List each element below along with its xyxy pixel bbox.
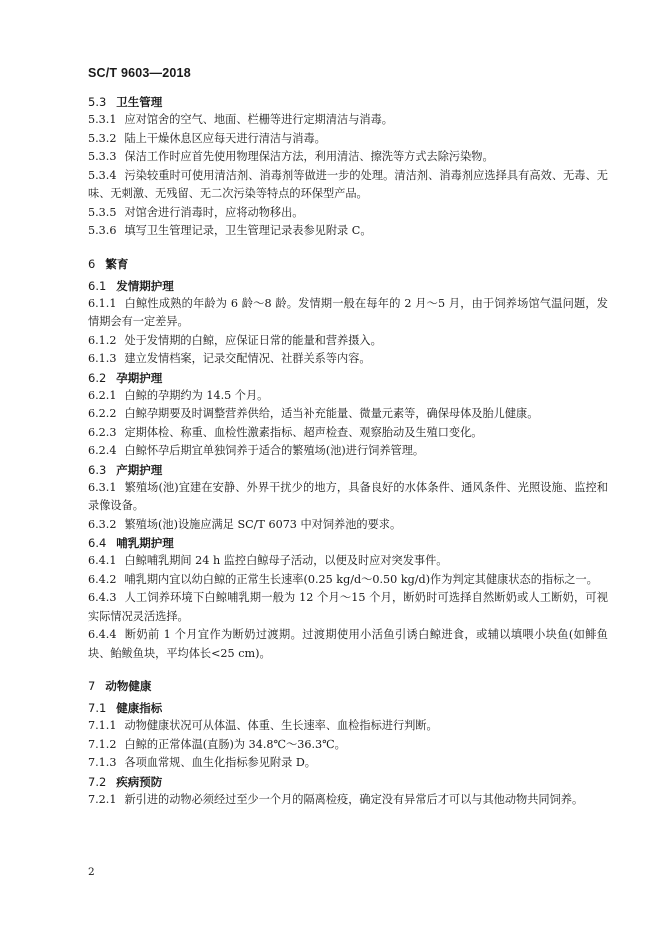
clause-number: 6.1.3 <box>88 352 117 365</box>
clause-text: 处于发情期的白鲸，应保证日常的能量和营养摄入。 <box>124 333 382 347</box>
clause-text: 哺乳期内宜以幼白鲸的正常生长速率(0.25 kg/d～0.50 kg/d)作为判定其健康状态的指标之一。 <box>124 572 598 586</box>
clause-text: 繁殖场(池)设施应满足 SC/T 6073 中对饲养池的要求。 <box>124 517 402 531</box>
clause-5-3-2 <box>88 130 608 149</box>
section-title: 发情期护理 <box>116 278 174 293</box>
clause-text: 污染较重时可使用清洁剂、消毒剂等做进一步的处理。清洁剂、消毒剂应选择具有高效、无毒、无味、无刺激、无残留、无二次污染等特点的环保型产品。 <box>88 168 608 200</box>
clause-number: 6.2.2 <box>88 407 117 420</box>
clause-6-2-1 <box>88 387 608 406</box>
clause-7-2-1 <box>88 791 608 810</box>
clause-number: 6.4.3 <box>88 591 117 604</box>
clause-6-4-2 <box>88 571 608 590</box>
clause-5-3-3 <box>88 148 608 167</box>
clause-number: 6.4.1 <box>88 554 117 567</box>
clause-7-1-1 <box>88 717 608 736</box>
clause-6-2-4 <box>88 442 608 461</box>
clause-text: 建立发情档案，记录交配情况、社群关系等内容。 <box>124 352 371 365</box>
section-number: 6.4 <box>88 536 107 550</box>
clause-number: 6.3.2 <box>88 517 117 531</box>
clause-text: 白鲸的孕期约为 14.5 个月。 <box>124 388 269 402</box>
clause-text: 对馆舍进行消毒时，应将动物移出。 <box>124 205 304 219</box>
clause-7-1-3 <box>88 754 608 773</box>
clause-6-3-1 <box>88 479 608 516</box>
clause-text: 各项血常规、血生化指标参见附录 D。 <box>124 756 316 769</box>
clause-5-3-5 <box>88 204 608 223</box>
section-7-1 <box>88 699 608 717</box>
section-title: 疾病预防 <box>116 774 163 789</box>
section-5-3 <box>88 93 608 111</box>
chapter-title: 繁育 <box>105 256 129 271</box>
clause-text: 应对馆舍的空气、地面、栏栅等进行定期清洁与消毒。 <box>124 113 393 126</box>
clause-number: 7.1.3 <box>88 756 117 769</box>
clause-number: 7.2.1 <box>88 792 117 806</box>
clause-number: 6.4.4 <box>88 628 117 641</box>
section-number: 5.3 <box>88 95 107 109</box>
clause-5-3-6 <box>88 222 608 241</box>
section-title: 孕期护理 <box>116 370 163 385</box>
chapter-6 <box>88 255 608 273</box>
section-number: 6.1 <box>88 278 107 293</box>
clause-6-1-3 <box>88 350 608 369</box>
section-6-3 <box>88 461 608 479</box>
clause-5-3-1 <box>88 111 608 130</box>
clause-text: 繁殖场(池)宜建在安静、外界干扰少的地方，具备良好的水体条件、通风条件、光照设施、监控和录像设备。 <box>88 480 608 512</box>
document-code: SC/T 9603—2018 <box>88 66 191 80</box>
clause-number: 5.3.5 <box>88 205 117 219</box>
clause-number: 6.3.1 <box>88 480 117 494</box>
clause-text: 填写卫生管理记录，卫生管理记录表参见附录 C。 <box>124 224 372 237</box>
clause-6-4-3 <box>88 589 608 626</box>
clause-text: 白鲸性成熟的年龄为 6 龄～8 龄。发情期一般在每年的 2 月～5 月，由于饲养场馆气温问题，发情期会有一定差异。 <box>88 296 608 328</box>
clause-text: 白鲸哺乳期间 24 h 监控白鲸母子活动，以便及时应对突发事件。 <box>124 554 448 567</box>
clause-number: 5.3.4 <box>88 168 117 182</box>
section-number: 6.2 <box>88 370 107 385</box>
clause-7-1-2 <box>88 736 608 755</box>
clause-number: 6.1.2 <box>88 333 117 347</box>
chapter-number: 7 <box>88 679 96 693</box>
clause-number: 7.1.2 <box>88 737 117 751</box>
clause-6-3-2 <box>88 516 608 535</box>
section-title: 健康指标 <box>116 701 163 715</box>
clause-number: 5.3.6 <box>88 224 117 237</box>
clause-number: 5.3.1 <box>88 113 117 126</box>
clause-text: 白鲸孕期要及时调整营养供给，适当补充能量、微量元素等，确保母体及胎儿健康。 <box>124 407 539 420</box>
clause-6-1-2 <box>88 332 608 351</box>
clause-number: 6.2.4 <box>88 444 117 457</box>
clause-text: 断奶前 1 个月宜作为断奶过渡期。过渡期使用小活鱼引诱白鲸进食，或辅以填喂小块鱼(如鲱鱼块、鲐鲅鱼块，平均体长<25 cm)。 <box>88 628 608 660</box>
clause-6-2-2 <box>88 405 608 424</box>
section-6-4 <box>88 534 608 552</box>
section-7-2 <box>88 773 608 791</box>
section-number: 6.3 <box>88 462 107 477</box>
clause-6-1-1 <box>88 295 608 332</box>
clause-number: 5.3.3 <box>88 150 117 163</box>
clause-text: 新引进的动物必须经过至少一个月的隔离检疫，确定没有异常后才可以与其他动物共同饲养。 <box>124 792 584 806</box>
clause-number: 7.1.1 <box>88 719 117 732</box>
clause-6-4-1 <box>88 552 608 571</box>
clause-number: 5.3.2 <box>88 131 117 145</box>
clause-number: 6.4.2 <box>88 572 117 586</box>
clause-text: 陆上干燥休息区应每天进行清洁与消毒。 <box>124 131 326 145</box>
document-body <box>88 93 608 809</box>
chapter-title: 动物健康 <box>105 679 152 693</box>
clause-text: 人工饲养环境下白鲸哺乳期一般为 12 个月～15 个月，断奶时可选择自然断奶或人工断奶，可视实际情况灵活选择。 <box>88 591 608 623</box>
clause-number: 6.1.1 <box>88 296 117 310</box>
section-6-2 <box>88 369 608 387</box>
clause-text: 白鲸的正常体温(直肠)为 34.8℃～36.3℃。 <box>124 737 346 751</box>
section-number: 7.1 <box>88 701 107 715</box>
section-title: 哺乳期护理 <box>116 536 174 550</box>
clause-number: 6.2.1 <box>88 388 117 402</box>
chapter-7 <box>88 677 608 695</box>
section-title: 产期护理 <box>116 462 163 477</box>
clause-text: 保洁工作时应首先使用物理保洁方法，利用清洁、擦洗等方式去除污染物。 <box>124 150 494 163</box>
chapter-number: 6 <box>88 256 96 271</box>
clause-text: 动物健康状况可从体温、体重、生长速率、血检指标进行判断。 <box>124 719 438 732</box>
clause-number: 6.2.3 <box>88 425 117 439</box>
clause-6-4-4 <box>88 626 608 663</box>
section-title: 卫生管理 <box>116 95 163 109</box>
clause-6-2-3 <box>88 424 608 443</box>
section-6-1 <box>88 277 608 295</box>
clause-text: 白鲸怀孕后期宜单独饲养于适合的繁殖场(池)进行饲养管理。 <box>124 444 425 457</box>
clause-text: 定期体检、称重、血检性激素指标、超声检查、观察胎动及生殖口变化。 <box>124 425 483 439</box>
clause-5-3-4 <box>88 167 608 204</box>
section-number: 7.2 <box>88 774 107 789</box>
page-number: 2 <box>88 866 95 878</box>
